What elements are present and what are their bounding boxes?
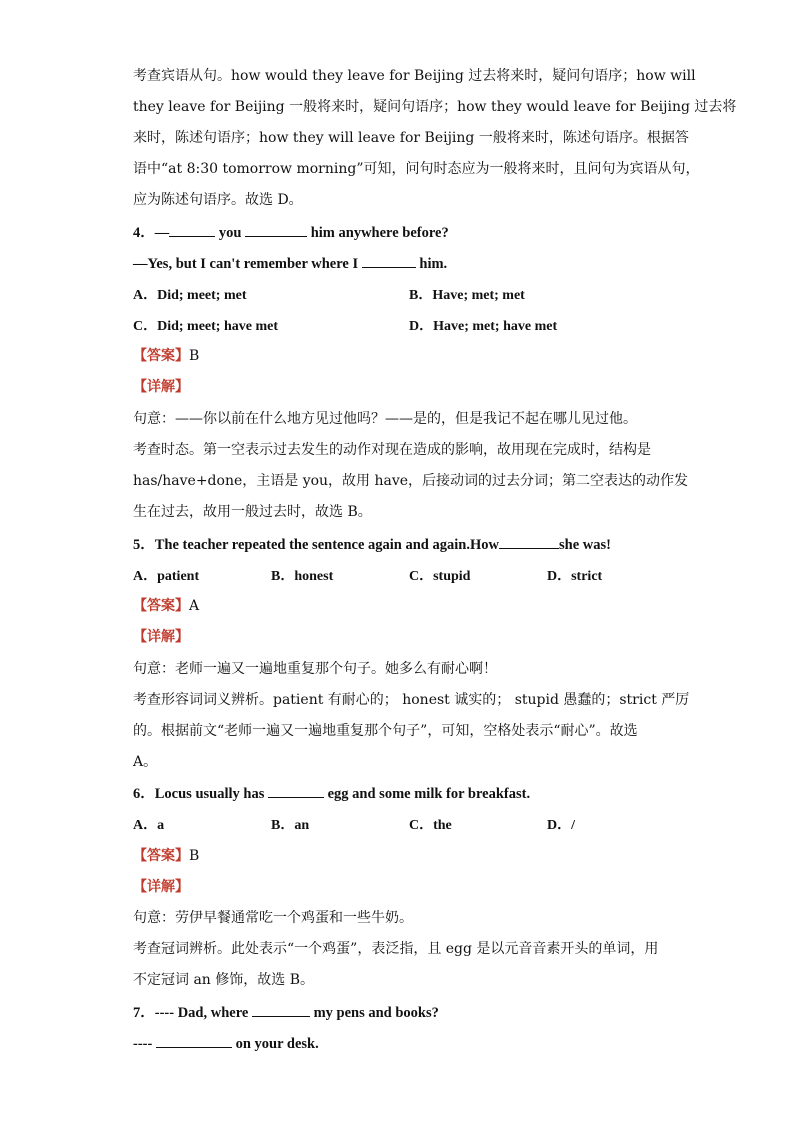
- detail-tag-line: [133, 627, 663, 647]
- detail-tag: 【详解】: [133, 379, 189, 395]
- detail-line: 句意：老师一遍又一遍地重复那个句子。她多么有耐心啊！: [133, 661, 497, 677]
- question-7-reply: ---- on your desk.: [133, 1033, 663, 1054]
- detail-tag-line: [133, 877, 663, 897]
- detail-line: A。: [133, 754, 158, 770]
- detail-line: 不定冠词 an 修饰，故选 B。: [133, 972, 315, 988]
- detail-line: has/have+done，主语是 you，故用 have，后接动词的过去分词；第二空表达的动作发: [133, 473, 689, 489]
- answer-blank: [245, 222, 307, 237]
- answer-blank: [156, 1033, 232, 1048]
- answer-line: [133, 346, 663, 366]
- answer-line: [133, 596, 663, 616]
- answer-blank: [252, 1002, 310, 1017]
- option-b: B．an: [271, 818, 310, 833]
- question-7-stem: 7．---- Dad, where my pens and books?: [133, 1002, 663, 1023]
- answer-tag: 【答案】: [133, 348, 189, 364]
- detail-line: 考查时态。第一空表示过去发生的动作对现在造成的影响，故用现在完成时，结构是: [133, 442, 651, 458]
- detail-tag-line: [133, 377, 663, 397]
- option-a: A．a: [133, 818, 165, 833]
- question-4-stem: 4．— you him anywhere before?: [133, 222, 663, 243]
- explanation-line: 考查宾语从句。how would they leave for Beijing 过去将来时，疑问句语序；how will: [133, 68, 696, 84]
- option-a: A．patient: [133, 569, 200, 584]
- answer-tag: 【答案】: [133, 848, 189, 864]
- question-5-stem: 5．The teacher repeated the sentence again and again.How she was!: [133, 534, 663, 555]
- detail-line: 生在过去，故用一般过去时，故选 B。: [133, 504, 372, 520]
- option-d: D．/: [547, 818, 575, 833]
- answer-value: A: [189, 598, 200, 614]
- option-c: C．stupid: [409, 569, 471, 584]
- answer-line: [133, 846, 663, 866]
- explanation-line: they leave for Beijing 一般将来时，疑问句语序；how they would leave for Beijing 过去将: [133, 99, 737, 115]
- detail-tag: 【详解】: [133, 629, 189, 645]
- option-c: C．the: [409, 818, 452, 833]
- answer-blank: [499, 534, 559, 549]
- option-a: A．Did; meet; met: [133, 288, 247, 303]
- answer-blank: [362, 253, 416, 268]
- explanation-line: 来时，陈述句语序；how they will leave for Beijing 一般将来时，陈述句语序。根据答: [133, 130, 689, 146]
- detail-line: 考查冠词辨析。此处表示“一个鸡蛋”，表泛指，且 egg 是以元音音素开头的单词，用: [133, 941, 659, 957]
- option-d: D．strict: [547, 569, 603, 584]
- detail-line: 句意：——你以前在什么地方见过他吗？——是的，但是我记不起在哪儿见过他。: [133, 411, 637, 427]
- option-c: C．Did; meet; have met: [133, 319, 279, 334]
- answer-value: B: [189, 348, 200, 364]
- answer-tag: 【答案】: [133, 598, 189, 614]
- explanation-line: 语中“at 8:30 tomorrow morning”可知，问句时态应为一般将来时，且问句为宾语从句，: [133, 161, 700, 177]
- option-b: B．Have; met; met: [409, 288, 525, 303]
- answer-blank: [268, 783, 324, 798]
- answer-blank: [169, 222, 215, 237]
- detail-line: 句意：劳伊早餐通常吃一个鸡蛋和一些牛奶。: [133, 910, 413, 926]
- answer-value: B: [189, 848, 200, 864]
- option-d: D．Have; met; have met: [409, 319, 558, 334]
- question-4-reply: —Yes, but I can't remember where I him.: [133, 253, 663, 274]
- question-6-stem: 6．Locus usually has egg and some milk for breakfast.: [133, 783, 663, 804]
- detail-line: 的。根据前文“老师一遍又一遍地重复那个句子”，可知，空格处表示“耐心”。故选: [133, 723, 638, 739]
- option-b: B．honest: [271, 569, 334, 584]
- detail-tag: 【详解】: [133, 879, 189, 895]
- detail-line: 考查形容词词义辨析。patient 有耐心的； honest 诚实的； stupid 愚蠢的；strict 严厉: [133, 692, 690, 708]
- explanation-line: 应为陈述句语序。故选 D。: [133, 192, 303, 208]
